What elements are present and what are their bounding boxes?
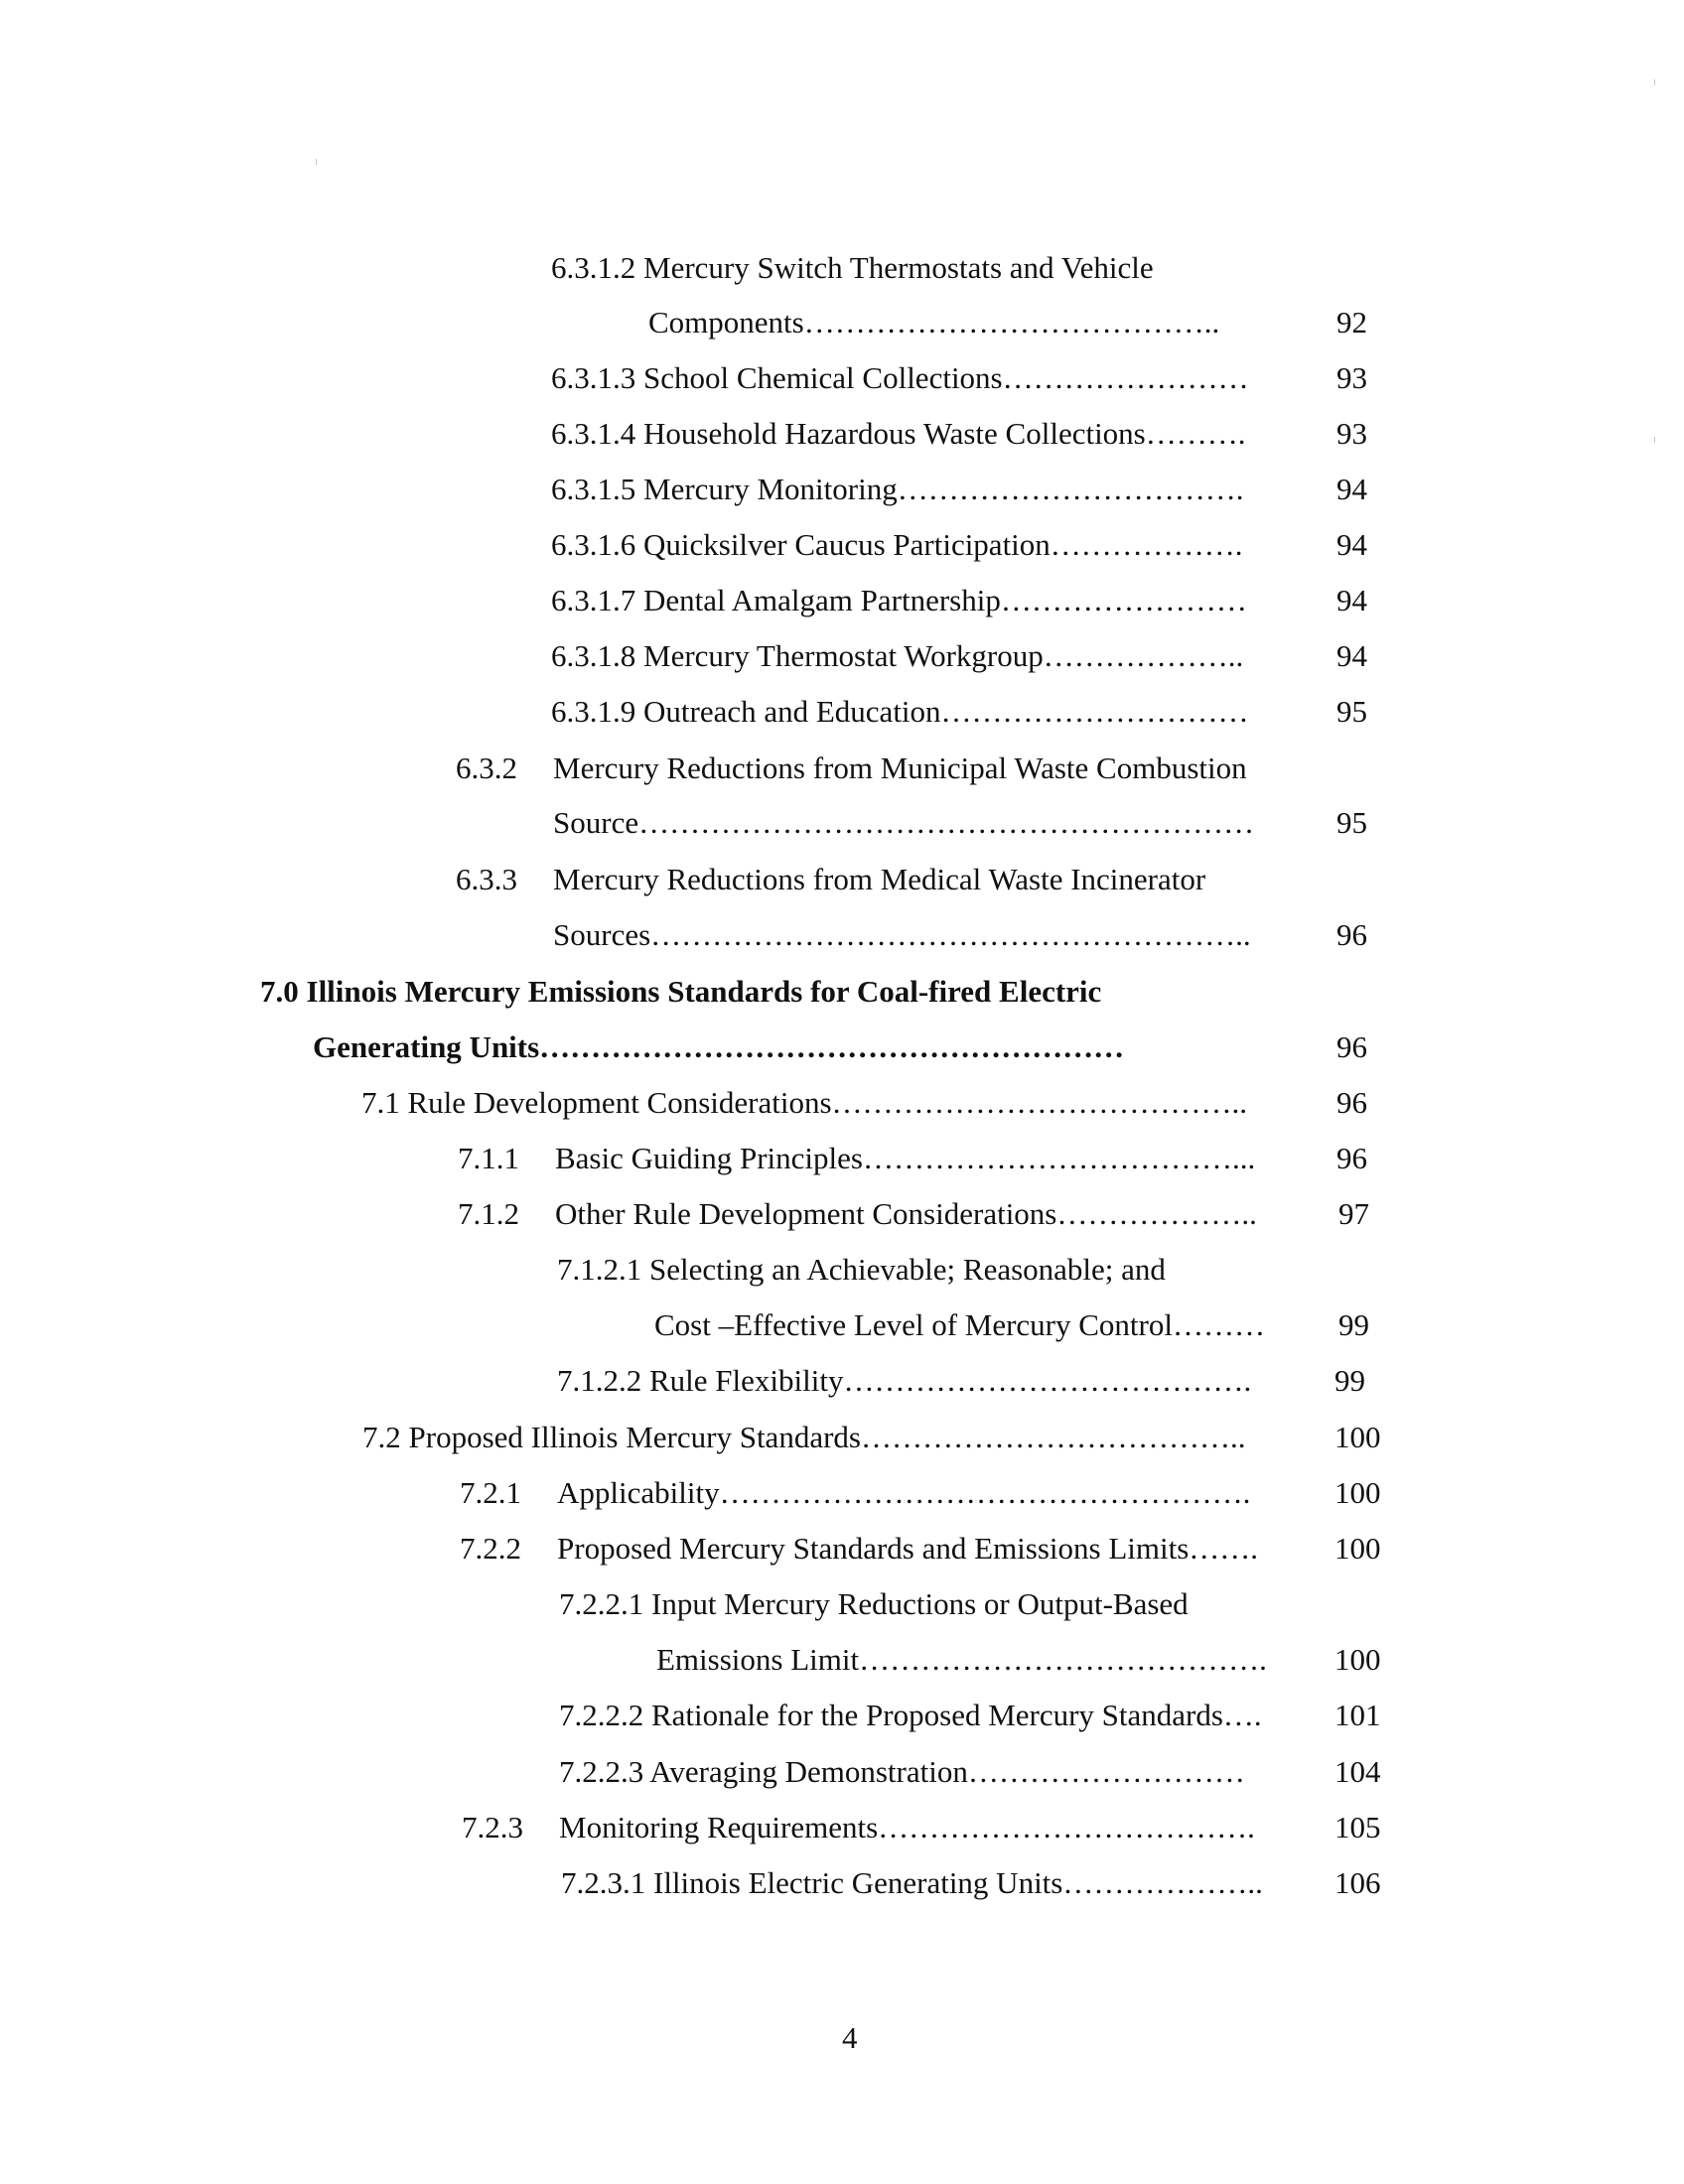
toc-section-number: 6.3.2 [456,751,517,785]
toc-entry-6-3-1-7 [551,583,1284,618]
toc-page-number: 100 [1334,1420,1381,1454]
toc-page-number: 96 [1336,1141,1367,1175]
toc-entry-text: 6.3.1.8 Mercury Thermostat Workgroup……………….. [551,638,1244,673]
toc-section-number: 7.1.2 [458,1196,519,1231]
toc-chapter-7-0-cont [313,1029,1296,1065]
toc-entry-text: Mercury Reductions from Medical Waste Incinerator [553,862,1206,896]
toc-entry-6-3-1-2-cont [648,305,1284,341]
toc-entry-6-3-1-9 [551,694,1284,730]
toc-entry-7-2 [362,1420,1298,1455]
toc-entry-text: 7.0 Illinois Mercury Emissions Standards for Coal-fired Electric [260,974,1102,1009]
toc-entry-text: Sources………………………………………………….. [553,917,1251,952]
toc-entry-text: Components………………………………….. [648,305,1220,340]
toc-section-number: 7.2.3 [462,1810,523,1844]
toc-page-number: 99 [1334,1363,1365,1398]
toc-entry-7-2-2 [557,1531,1298,1567]
scan-speck [316,159,317,165]
toc-page-number: 96 [1336,917,1367,952]
toc-entry-7-2-3-1 [561,1865,1302,1901]
toc-page-number: 100 [1334,1475,1381,1510]
toc-page-number: 97 [1338,1196,1369,1231]
toc-entry-text: 7.1.2.2 Rule Flexibility…………………………………. [557,1363,1252,1398]
toc-entry-7-1-2-1-cont [654,1307,1296,1343]
toc-entry-6-3-3 [553,862,1308,897]
toc-entry-7-2-2-2 [559,1698,1302,1733]
toc-entry-text: 6.3.1.2 Mercury Switch Thermostats and Vehicle [551,250,1154,285]
toc-entry-6-3-1-2 [551,250,1246,286]
toc-entry-7-2-1 [557,1475,1298,1511]
toc-page-number: 94 [1336,527,1367,562]
toc-entry-text: 6.3.1.3 School Chemical Collections…………………… [551,360,1249,395]
toc-entry-text: Monitoring Requirements………………………………. [559,1810,1255,1844]
toc-entry-text: Generating Units………………………………………………… [313,1029,1125,1064]
toc-entry-text: 7.2.2.2 Rationale for the Proposed Mercury Standards…. [559,1698,1262,1732]
toc-entry-text: Mercury Reductions from Municipal Waste Combustion [553,751,1247,785]
toc-entry-7-1-2 [555,1196,1296,1232]
toc-entry-6-3-1-6 [551,527,1284,563]
toc-entry-text: 7.2.2.3 Averaging Demonstration……………………… [559,1754,1245,1789]
toc-entry-6-3-3-cont [553,917,1286,953]
toc-chapter-7-0 [260,974,1303,1010]
toc-entry-7-1-1 [555,1141,1296,1176]
toc-page-number: 101 [1334,1698,1381,1732]
toc-entry-text: Basic Guiding Principles………………………………... [555,1141,1256,1175]
toc-entry-7-2-2-1-cont [656,1642,1300,1678]
toc-entry-text: Cost –Effective Level of Mercury Control……… [654,1307,1265,1342]
toc-entry-text: 7.2 Proposed Illinois Mercury Standards……………………………….. [362,1420,1246,1454]
toc-entry-text: 6.3.1.7 Dental Amalgam Partnership…………………… [551,583,1247,617]
toc-entry-text: Proposed Mercury Standards and Emissions Limits……. [557,1531,1259,1566]
toc-entry-7-1-2-2 [557,1363,1296,1399]
toc-section-number: 7.2.2 [460,1531,521,1566]
toc-entry-7-1 [361,1085,1296,1121]
toc-entry-text: 6.3.1.6 Quicksilver Caucus Participation………………. [551,527,1243,562]
toc-page-number: 95 [1336,805,1367,840]
scan-speck [1654,79,1655,85]
toc-page-number: 93 [1336,360,1367,395]
toc-page-number: 100 [1334,1642,1381,1677]
toc-page-number: 94 [1336,472,1367,506]
toc-page-number: 100 [1334,1531,1381,1566]
toc-entry-text: 7.1 Rule Development Considerations………………………………….. [361,1085,1248,1120]
toc-entry-6-3-2-cont [553,805,1286,841]
toc-entry-text: 7.1.2.1 Selecting an Achievable; Reasonable; and [557,1252,1166,1287]
toc-entry-6-3-1-4 [551,416,1284,452]
toc-entry-text: Other Rule Development Considerations……………….. [555,1196,1257,1231]
toc-entry-text: 6.3.1.5 Mercury Monitoring……………………………. [551,472,1244,506]
toc-entry-6-3-1-5 [551,472,1284,507]
toc-entry-text: 6.3.1.4 Household Hazardous Waste Collections………. [551,416,1246,451]
toc-entry-7-2-2-1 [559,1586,1294,1622]
toc-section-number: 6.3.3 [456,862,517,896]
toc-page-number: 92 [1336,305,1367,340]
toc-entry-text: Source…………………………………………………… [553,805,1255,840]
toc-page-number: 94 [1336,638,1367,673]
toc-entry-7-2-3 [559,1810,1300,1845]
toc-entry-6-3-1-8 [551,638,1284,674]
toc-entry-6-3-1-3 [551,360,1284,396]
toc-section-number: 7.2.1 [460,1475,521,1510]
toc-entry-text: 7.2.3.1 Illinois Electric Generating Units……………….. [561,1865,1263,1900]
toc-page-number: 105 [1334,1810,1381,1844]
toc-page-number: 96 [1336,1085,1367,1120]
toc-page-number: 93 [1336,416,1367,451]
toc-page-number: 99 [1338,1307,1369,1342]
scan-speck [1654,437,1655,443]
toc-page-number: 106 [1334,1865,1381,1900]
toc-section-number: 7.1.1 [458,1141,519,1175]
toc-entry-text: Applicability……………………………………………. [557,1475,1251,1510]
toc-entry-7-1-2-1 [557,1252,1292,1288]
toc-page-number: 95 [1336,694,1367,729]
toc-page-number: 104 [1334,1754,1381,1789]
toc-entry-text: 7.2.2.1 Input Mercury Reductions or Output-Based [559,1586,1189,1621]
toc-entry-text: 6.3.1.9 Outreach and Education………………………… [551,694,1249,729]
page-number: 4 [842,2020,858,2055]
toc-entry-text: Emissions Limit…………………………………. [656,1642,1267,1677]
toc-entry-6-3-2 [553,751,1308,786]
toc-page-number: 94 [1336,583,1367,617]
toc-page-number: 96 [1336,1029,1367,1064]
toc-entry-7-2-2-3 [559,1754,1300,1790]
